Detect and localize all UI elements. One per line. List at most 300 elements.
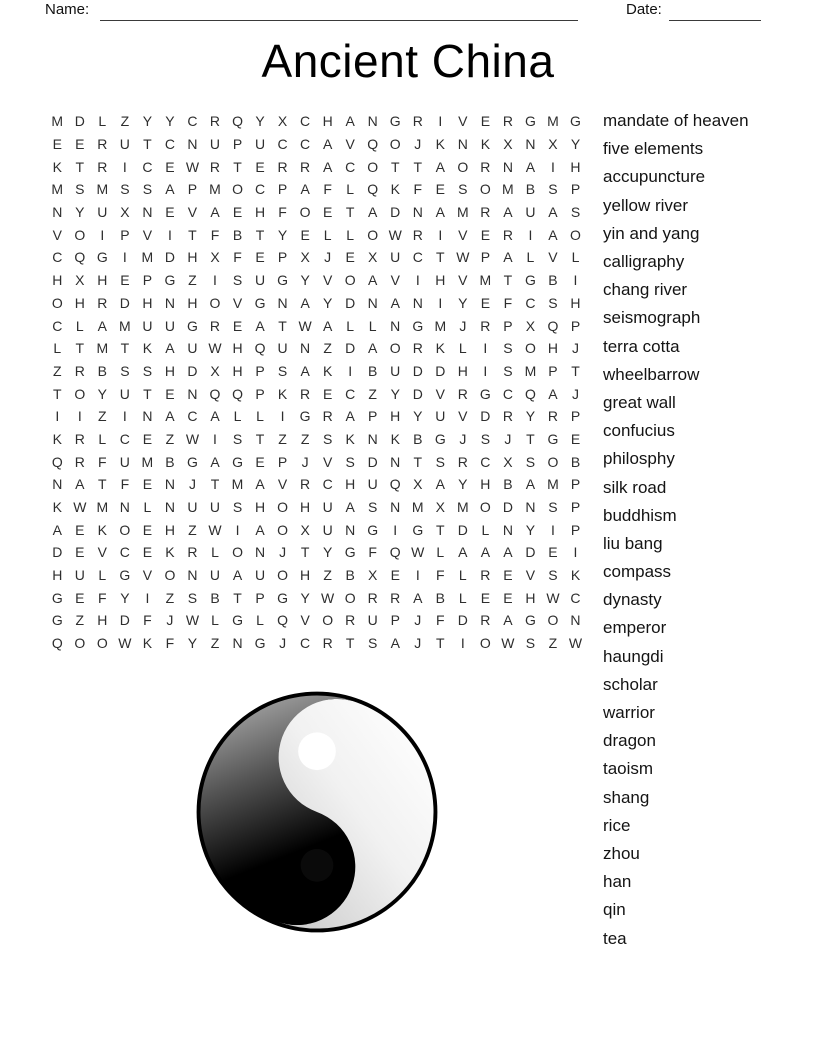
grid-letter: F — [143, 612, 152, 629]
grid-letter: R — [300, 476, 311, 493]
grid-letter: L — [75, 317, 84, 334]
grid-letter: Y — [187, 635, 198, 652]
grid-letter: O — [367, 158, 379, 175]
grid-letter: P — [277, 181, 288, 198]
grid-letter: P — [570, 521, 581, 538]
grid-letter: R — [209, 158, 221, 175]
grid-letter: L — [458, 567, 467, 584]
grid-letter: I — [551, 521, 555, 538]
grid-letter: E — [480, 294, 491, 311]
grid-letter: R — [480, 204, 491, 221]
grid-letter: J — [279, 544, 287, 561]
grid-letter: S — [187, 589, 198, 606]
word-list-item: wheelbarrow — [603, 364, 700, 384]
grid-letter: Y — [255, 113, 265, 130]
grid-letter: S — [503, 362, 513, 379]
grid-letter: T — [436, 521, 445, 538]
grid-letter: O — [367, 226, 379, 243]
grid-letter: C — [119, 430, 130, 447]
grid-letter: S — [548, 499, 558, 516]
grid-letter: B — [165, 453, 175, 470]
grid-letter: D — [119, 612, 130, 629]
grid-letter: G — [524, 113, 536, 130]
name-input-line[interactable] — [100, 20, 578, 21]
grid-letter: Y — [300, 589, 310, 606]
grid-letter: Z — [210, 635, 220, 652]
grid-letter: N — [367, 430, 378, 447]
grid-letter: E — [255, 158, 265, 175]
grid-letter: V — [187, 204, 198, 221]
grid-letter: T — [413, 158, 423, 175]
grid-letter: J — [459, 430, 467, 447]
word-list-item: tea — [603, 928, 627, 948]
grid-letter: R — [300, 158, 311, 175]
grid-letter: P — [277, 249, 288, 266]
grid-letter: P — [255, 362, 265, 379]
grid-letter: M — [119, 317, 131, 334]
grid-letter: P — [570, 317, 581, 334]
grid-letter: J — [279, 635, 287, 652]
grid-letter: K — [52, 430, 62, 447]
grid-letter: P — [120, 226, 130, 243]
grid-letter: S — [368, 635, 378, 652]
grid-letter: M — [209, 181, 221, 198]
grid-letter: N — [390, 499, 401, 516]
grid-letter: S — [458, 181, 468, 198]
grid-letter: H — [547, 340, 559, 357]
grid-letter: B — [435, 589, 445, 606]
grid-letter: G — [389, 113, 401, 130]
word-list-item: taoism — [603, 759, 654, 779]
grid-letter: J — [504, 430, 512, 447]
grid-letter: M — [231, 476, 244, 493]
grid-letter: H — [97, 612, 108, 629]
grid-letter: O — [389, 136, 401, 153]
grid-letter: O — [479, 181, 491, 198]
grid-letter: A — [165, 340, 175, 357]
grid-letter: T — [143, 136, 152, 153]
grid-letter: V — [52, 226, 62, 243]
grid-letter: S — [548, 567, 558, 584]
grid-letter: K — [52, 158, 62, 175]
grid-letter: I — [415, 567, 420, 584]
grid-letter: P — [480, 249, 491, 266]
grid-letter: I — [235, 521, 240, 538]
grid-letter: H — [525, 589, 536, 606]
grid-letter: Y — [570, 136, 581, 153]
grid-letter: B — [548, 272, 558, 289]
grid-letter: U — [390, 249, 401, 266]
grid-letter: O — [277, 521, 289, 538]
grid-letter: G — [254, 294, 266, 311]
grid-letter: U — [390, 362, 401, 379]
grid-letter: L — [98, 113, 107, 130]
grid-letter: A — [435, 158, 445, 175]
grid-letter: R — [480, 158, 491, 175]
grid-letter: H — [164, 521, 175, 538]
grid-letter: P — [570, 499, 581, 516]
grid-letter: P — [570, 476, 581, 493]
grid-letter: N — [525, 136, 536, 153]
grid-letter: M — [411, 499, 424, 516]
grid-letter: U — [435, 408, 446, 425]
grid-letter: L — [98, 567, 107, 584]
grid-letter: T — [503, 272, 513, 289]
grid-letter: Q — [209, 385, 221, 402]
grid-letter: X — [210, 362, 220, 379]
grid-letter: C — [300, 136, 311, 153]
grid-letter: D — [457, 521, 468, 538]
grid-letter: Z — [120, 113, 130, 130]
grid-letter: E — [142, 544, 153, 561]
grid-letter: H — [74, 294, 85, 311]
grid-letter: N — [300, 340, 311, 357]
grid-letter: O — [119, 521, 131, 538]
grid-letter: J — [188, 476, 196, 493]
grid-letter: C — [322, 476, 333, 493]
grid-letter: T — [300, 544, 310, 561]
grid-letter: N — [570, 612, 581, 629]
grid-letter: U — [254, 272, 266, 289]
grid-letter: X — [413, 476, 423, 493]
grid-letter: E — [480, 113, 491, 130]
grid-letter: S — [435, 453, 445, 470]
grid-letter: U — [164, 317, 175, 334]
grid-letter: A — [435, 476, 445, 493]
grid-letter: K — [435, 340, 445, 357]
date-label: Date: — [626, 1, 662, 18]
grid-letter: S — [525, 635, 536, 652]
grid-letter: C — [480, 453, 491, 470]
grid-letter: P — [187, 181, 198, 198]
grid-letter: X — [503, 136, 513, 153]
grid-letter: G — [434, 430, 446, 447]
grid-letter: R — [457, 385, 468, 402]
grid-letter: Q — [367, 136, 379, 153]
grid-letter: G — [96, 249, 108, 266]
grid-letter: V — [97, 544, 107, 561]
grid-letter: H — [322, 113, 333, 130]
grid-letter: L — [346, 317, 355, 334]
grid-letter: R — [502, 226, 513, 243]
grid-letter: Q — [389, 544, 401, 561]
grid-letter: O — [277, 499, 289, 516]
grid-letter: P — [570, 408, 581, 425]
grid-letter: S — [368, 499, 378, 516]
grid-letter: V — [300, 612, 310, 629]
grid-letter: W — [118, 635, 132, 652]
grid-letter: G — [187, 453, 198, 470]
grid-letter: E — [255, 453, 265, 470]
grid-letter: E — [570, 430, 581, 447]
grid-letter: L — [98, 430, 107, 447]
grid-letter: N — [187, 136, 198, 153]
grid-letter: E — [548, 544, 558, 561]
grid-letter: D — [480, 408, 491, 425]
grid-letter: P — [255, 589, 265, 606]
grid-letter: D — [412, 362, 423, 379]
grid-letter: F — [413, 181, 423, 198]
grid-letter: E — [120, 272, 130, 289]
grid-letter: I — [145, 589, 150, 606]
grid-letter: R — [74, 453, 85, 470]
grid-letter: B — [210, 589, 220, 606]
grid-letter: S — [525, 453, 536, 470]
grid-letter: O — [479, 635, 491, 652]
grid-letter: F — [165, 635, 175, 652]
grid-letter: R — [74, 362, 85, 379]
grid-letter: O — [344, 272, 356, 289]
grid-letter: O — [389, 340, 401, 357]
grid-letter: A — [322, 136, 333, 153]
grid-letter: T — [98, 476, 107, 493]
grid-letter: W — [185, 430, 200, 447]
grid-letter: S — [570, 204, 581, 221]
grid-letter: R — [97, 158, 108, 175]
word-list-item: warrior — [603, 703, 655, 723]
word-list-item: compass — [603, 562, 672, 582]
grid-letter: D — [367, 453, 378, 470]
grid-letter: N — [232, 635, 243, 652]
grid-letter: E — [75, 544, 85, 561]
grid-letter: X — [300, 249, 310, 266]
grid-letter: I — [213, 430, 217, 447]
grid-letter: T — [233, 589, 242, 606]
grid-letter: B — [368, 362, 378, 379]
grid-letter: V — [548, 249, 558, 266]
grid-letter: E — [345, 249, 355, 266]
grid-letter: O — [232, 544, 243, 561]
grid-letter: M — [434, 317, 447, 334]
grid-letter: N — [525, 499, 536, 516]
grid-letter: N — [390, 453, 401, 470]
word-list-item: philosphy — [603, 449, 675, 469]
grid-letter: K — [390, 181, 400, 198]
grid-letter: B — [570, 453, 581, 470]
grid-letter: Q — [547, 317, 559, 334]
grid-letter: H — [570, 158, 581, 175]
grid-letter: N — [142, 408, 153, 425]
grid-letter: F — [210, 226, 220, 243]
grid-letter: C — [164, 136, 175, 153]
grid-letter: U — [187, 340, 198, 357]
date-input-line[interactable] — [669, 20, 761, 21]
grid-letter: L — [571, 249, 580, 266]
grid-letter: Y — [413, 408, 423, 425]
grid-letter: V — [458, 408, 468, 425]
grid-letter: K — [142, 340, 153, 357]
grid-letter: L — [458, 589, 467, 606]
grid-letter: Y — [75, 204, 85, 221]
grid-letter: Q — [254, 340, 266, 357]
grid-letter: R — [97, 294, 108, 311]
grid-letter: U — [322, 499, 333, 516]
grid-letter: T — [345, 635, 355, 652]
grid-letter: C — [52, 317, 63, 334]
grid-letter: X — [525, 317, 536, 334]
grid-letter: U — [277, 340, 288, 357]
grid-letter: Z — [165, 430, 175, 447]
grid-letter: X — [210, 249, 220, 266]
grid-letter: X — [75, 272, 85, 289]
grid-letter: T — [278, 317, 287, 334]
grid-letter: P — [232, 136, 243, 153]
grid-letter: I — [438, 113, 443, 130]
grid-letter: T — [143, 385, 152, 402]
grid-letter: A — [390, 294, 400, 311]
grid-letter: E — [165, 385, 175, 402]
grid-letter: G — [479, 385, 491, 402]
word-list-item: yellow river — [603, 195, 689, 215]
grid-letter: D — [345, 294, 356, 311]
grid-letter: P — [142, 272, 153, 289]
grid-letter: T — [413, 453, 423, 470]
grid-letter: V — [525, 567, 536, 584]
grid-letter: A — [345, 499, 355, 516]
grid-letter: L — [458, 340, 467, 357]
grid-letter: B — [413, 430, 423, 447]
grid-letter: U — [322, 521, 333, 538]
grid-letter: F — [503, 294, 513, 311]
grid-letter: R — [74, 430, 85, 447]
grid-letter: E — [322, 385, 333, 402]
grid-letter: X — [300, 521, 310, 538]
grid-letter: C — [119, 544, 130, 561]
grid-letter: P — [255, 385, 265, 402]
grid-letter: P — [368, 408, 378, 425]
grid-letter: H — [570, 294, 581, 311]
grid-letter: G — [254, 635, 266, 652]
grid-letter: Z — [300, 430, 310, 447]
grid-letter: Z — [323, 340, 332, 357]
grid-letter: O — [524, 340, 536, 357]
grid-letter: N — [254, 544, 266, 561]
grid-letter: D — [187, 362, 198, 379]
grid-letter: Q — [232, 113, 243, 130]
grid-letter: M — [479, 272, 492, 289]
grid-letter: N — [142, 204, 153, 221]
grid-letter: N — [164, 476, 175, 493]
grid-letter: A — [75, 476, 85, 493]
grid-letter: O — [457, 158, 469, 175]
grid-letter: I — [122, 408, 127, 425]
grid-letter: S — [503, 340, 513, 357]
yang-dot — [298, 732, 336, 770]
grid-letter: Y — [390, 385, 400, 402]
grid-letter: I — [528, 226, 533, 243]
grid-letter: Z — [548, 635, 558, 652]
grid-letter: D — [119, 294, 130, 311]
grid-letter: U — [367, 612, 378, 629]
grid-letter: F — [323, 181, 332, 198]
grid-letter: L — [368, 317, 377, 334]
grid-letter: O — [74, 635, 86, 652]
grid-letter: U — [74, 567, 85, 584]
grid-letter: G — [344, 544, 356, 561]
grid-letter: J — [414, 136, 422, 153]
grid-letter: I — [122, 158, 127, 175]
grid-letter: O — [570, 226, 581, 243]
grid-letter: T — [233, 158, 242, 175]
grid-letter: R — [480, 317, 491, 334]
grid-letter: G — [412, 317, 424, 334]
grid-letter: N — [367, 294, 378, 311]
grid-letter: L — [53, 340, 62, 357]
grid-letter: Z — [188, 272, 197, 289]
grid-letter: H — [232, 340, 243, 357]
grid-letter: A — [322, 317, 333, 334]
grid-letter: E — [75, 589, 85, 606]
grid-letter: W — [411, 544, 425, 561]
grid-letter: K — [277, 385, 288, 402]
grid-letter: W — [73, 499, 87, 516]
grid-letter: U — [367, 476, 378, 493]
grid-letter: M — [456, 204, 469, 221]
grid-letter: O — [96, 635, 108, 652]
grid-letter: I — [100, 226, 105, 243]
grid-letter: G — [299, 408, 311, 425]
grid-letter: A — [255, 521, 265, 538]
grid-letter: L — [436, 544, 445, 561]
grid-letter: H — [435, 272, 446, 289]
grid-letter: R — [412, 340, 423, 357]
grid-letter: W — [501, 635, 515, 652]
grid-letter: T — [120, 340, 130, 357]
grid-letter: R — [322, 408, 333, 425]
grid-letter: Y — [458, 476, 468, 493]
grid-letter: A — [503, 612, 513, 629]
grid-letter: C — [300, 113, 311, 130]
grid-letter: B — [232, 226, 243, 243]
grid-letter: A — [97, 317, 107, 334]
grid-letter: H — [232, 362, 243, 379]
grid-letter: F — [436, 567, 445, 584]
grid-letter: G — [412, 521, 424, 538]
grid-letter: L — [211, 544, 219, 561]
grid-letter: N — [412, 294, 423, 311]
grid-letter: C — [277, 136, 288, 153]
grid-letter: L — [481, 521, 490, 538]
grid-letter: A — [165, 181, 175, 198]
grid-letter: U — [209, 499, 221, 516]
grid-letter: X — [120, 204, 130, 221]
page-title: Ancient China — [261, 35, 555, 87]
grid-letter: C — [300, 635, 311, 652]
grid-letter: E — [142, 430, 153, 447]
grid-letter: V — [322, 453, 333, 470]
grid-letter: D — [457, 612, 468, 629]
grid-letter: U — [209, 567, 221, 584]
grid-letter: L — [346, 226, 355, 243]
grid-letter: G — [277, 589, 289, 606]
grid-letter: E — [300, 226, 310, 243]
grid-letter: Y — [525, 521, 536, 538]
grid-letter: R — [502, 113, 513, 130]
grid-letter: Z — [188, 521, 197, 538]
grid-letter: I — [438, 294, 443, 311]
grid-letter: U — [254, 567, 266, 584]
grid-letter: Q — [524, 385, 536, 402]
grid-letter: Z — [75, 612, 85, 629]
grid-letter: W — [568, 635, 583, 652]
word-list-item: haungdi — [603, 646, 664, 666]
grid-letter: C — [345, 385, 356, 402]
grid-letter: Y — [322, 294, 333, 311]
grid-letter: R — [322, 635, 333, 652]
grid-letter: E — [52, 136, 62, 153]
grid-letter: G — [164, 272, 176, 289]
grid-letter: D — [435, 362, 446, 379]
